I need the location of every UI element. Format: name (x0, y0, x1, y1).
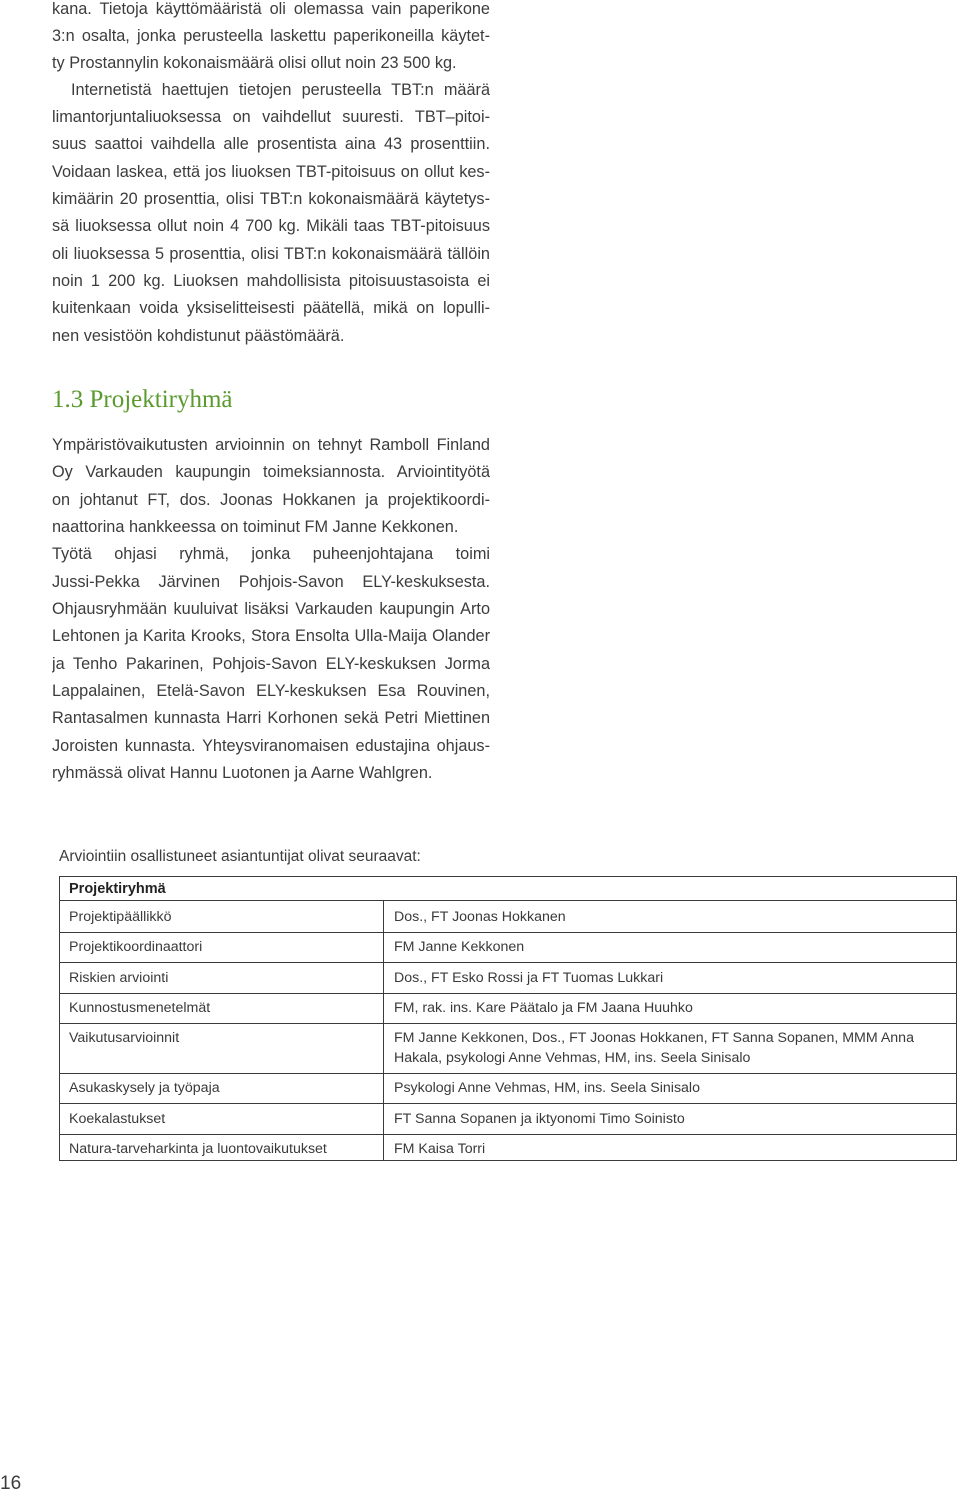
paragraph-line: Ohjausryhmään kuuluivat lisäksi Varkauden kaupungin Arto (52, 600, 490, 618)
table-row-divider (59, 993, 957, 994)
paragraph-line: Lehtonen ja Karita Krooks, Stora Ensolta Ulla-Maija Olander (52, 627, 490, 645)
table-cell-people: FM Kaisa Torri (394, 1141, 486, 1157)
table-row-divider (59, 962, 957, 963)
table-cell-people: FT Sanna Sopanen ja iktyonomi Timo Soinisto (394, 1111, 685, 1127)
table-cell-people: Hakala, psykologi Anne Vehmas, HM, ins. Seela Sinisalo (394, 1050, 751, 1066)
paragraph-line: Oy Varkauden kaupungin toimeksiannosta. Arviointityötä (52, 463, 490, 481)
paragraph-line: Työtä ohjasi ryhmä, jonka puheenjohtajana toimi (52, 545, 490, 563)
table-cell-people: Dos., FT Esko Rossi ja FT Tuomas Lukkari (394, 970, 664, 986)
paragraph-line: Joroisten kunnasta. Yhteysviranomaisen edustajina ohjaus- (52, 737, 490, 755)
paragraph-line: Ympäristövaikutusten arvioinnin on tehnyt Ramboll Finland (52, 436, 490, 454)
paragraph-line: kimäärin 20 prosenttia, olisi TBT:n kokonaismäärä käytetys- (52, 190, 490, 208)
table-column-divider (383, 901, 384, 1161)
paragraph-line: ryhmässä olivat Hannu Luotonen ja Aarne Wahlgren. (52, 764, 433, 782)
table-cell-role: Riskien arviointi (69, 970, 169, 986)
section-heading: 1.3 Projektiryhmä (52, 386, 233, 413)
table-cell-people: FM Janne Kekkonen, Dos., FT Joonas Hokkanen, FT Sanna Sopanen, MMM Anna (394, 1030, 914, 1046)
paragraph-line: ty Prostannylin kokonaismäärä olisi ollut noin 23 500 kg. (52, 54, 457, 72)
table-cell-role: Projektikoordinaattori (69, 939, 203, 955)
table-cell-people: Psykologi Anne Vehmas, HM, ins. Seela Sinisalo (394, 1080, 700, 1096)
paragraph-line: kana. Tietoja käyttömääristä oli olemassa vain paperikone (52, 0, 490, 18)
paragraph-line: kuitenkaan voida yksiselitteisesti päätellä, mikä on lopulli- (52, 299, 490, 317)
table-cell-role: Asukaskysely ja työpaja (69, 1080, 220, 1096)
table-cell-people: FM Janne Kekkonen (394, 939, 525, 955)
page-number: 16 (0, 1473, 22, 1494)
paragraph-line: suus saattoi vaihdella alle prosentista aina 43 prosenttiin. (52, 135, 490, 153)
table-row-divider (59, 1073, 957, 1074)
paragraph-line: 3:n osalta, jonka perusteella laskettu paperikoneilla käytet- (52, 27, 490, 45)
paragraph-line: naattorina hankkeessa on toiminut FM Janne Kekkonen. (52, 518, 459, 536)
table-caption: Arviointiin osallistuneet asiantuntijat olivat seuraavat: (59, 848, 421, 865)
paragraph-line: on johtanut FT, dos. Joonas Hokkanen ja projektikoordi- (52, 491, 490, 509)
table-header-row (59, 876, 957, 901)
paragraph-line: Voidaan laskea, että jos liuoksen TBT-pitoisuus on ollut kes- (52, 163, 490, 181)
paragraph-line: ja Tenho Pakarinen, Pohjois-Savon ELY-keskuksen Jorma (52, 655, 490, 673)
paragraph-line: Jussi-Pekka Järvinen Pohjois-Savon ELY-keskuksesta. (52, 573, 490, 591)
paragraph-line: Rantasalmen kunnasta Harri Korhonen sekä Petri Miettinen (52, 709, 490, 727)
table-cell-role: Kunnostusmenetelmät (69, 1000, 211, 1016)
table-cell-role: Koekalastukset (69, 1111, 166, 1127)
paragraph-line: Lappalainen, Etelä-Savon ELY-keskuksen Esa Rouvinen, (52, 682, 490, 700)
table-header-label: Projektiryhmä (69, 881, 166, 897)
paragraph-line: nen vesistöön kohdistunut päästömäärä. (52, 327, 345, 345)
paragraph-line: oli liuoksessa 5 prosenttia, olisi TBT:n kokonaismäärä tällöin (52, 245, 490, 263)
paragraph-line: Internetistä haettujen tietojen perusteella TBT:n määrä (71, 81, 490, 99)
table-row-divider (59, 1103, 957, 1104)
table-cell-role: Vaikutusarvioinnit (69, 1030, 180, 1046)
table-cell-people: Dos., FT Joonas Hokkanen (394, 909, 566, 925)
table-row-divider (59, 1023, 957, 1024)
paragraph-line: limantorjuntaliuoksessa on vaihdellut suuresti. TBT–pitoi- (52, 108, 490, 126)
table-row-divider (59, 1134, 957, 1135)
paragraph-line: noin 1 200 kg. Liuoksen mahdollisista pitoisuustasoista ei (52, 272, 490, 290)
table-row-divider (59, 932, 957, 933)
table-cell-role: Projektipäällikkö (69, 909, 172, 925)
paragraph-line: sä liuoksessa ollut noin 4 700 kg. Mikäli taas TBT-pitoisuus (52, 217, 490, 235)
table-cell-people: FM, rak. ins. Kare Päätalo ja FM Jaana Huuhko (394, 1000, 693, 1016)
table-cell-role: Natura-tarveharkinta ja luontovaikutukset (69, 1141, 327, 1157)
